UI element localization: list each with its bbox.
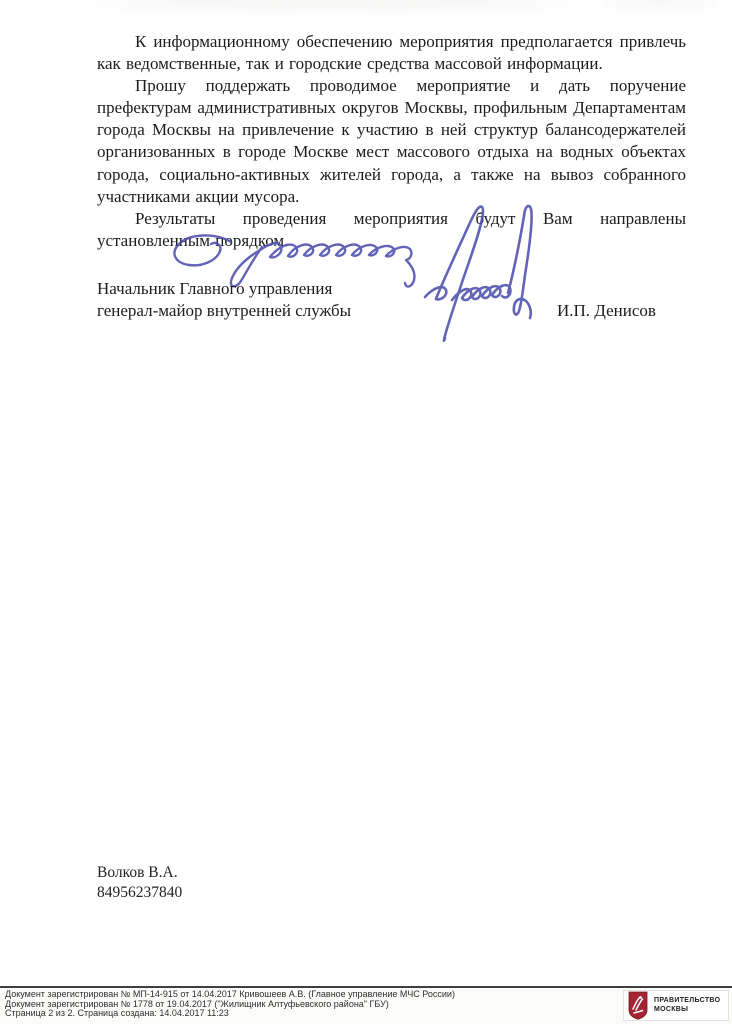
executor-phone: 84956237840	[97, 883, 183, 901]
executor-name: Волков В.А.	[97, 864, 178, 881]
registration-line-1: Документ зарегистрирован № МП-14-915 от 14.04.2017 Кривошеев А.В. (Главное управление МЧС России)	[5, 989, 455, 999]
scan-artifact	[90, 0, 570, 10]
letter-body	[97, 31, 686, 252]
paragraph-info-support: К информационному обеспечению мероприятия предполагается привлечь как ведомственные, так и городские средства массовой информации.	[97, 32, 686, 74]
registration-line-3: Страница 2 из 2. Страница создана: 14.04.2017 11:23	[5, 1008, 229, 1019]
signer-name: И.П. Денисов	[557, 301, 656, 320]
moscow-coat-of-arms-icon	[628, 991, 648, 1020]
signer-position-line2: генерал-майор внутренней службы	[97, 301, 352, 320]
paragraph-request: Прошу поддержать проводимое мероприятие и дать поручение префектурам административных округов Москвы, профильным Департаментам города Москвы на привлечение к участию в ней структур балансодержателей организованных в городе Москве мест массового отдыха на водных объектах города, социально-активных жителей города, а также на вывоз собранного участниками акции мусора.	[97, 76, 686, 206]
executor-block	[97, 863, 182, 902]
logo-org-line1: ПРАВИТЕЛЬСТВО	[654, 997, 721, 1004]
registration-footer	[0, 986, 732, 1024]
logo-text	[654, 997, 720, 1014]
registration-line-2: Документ зарегистрирован № 1778 от 19.04.2017 ("Жилищник Алтуфьевского района" ГБУ)	[5, 998, 389, 1009]
scan-artifact	[600, 0, 720, 8]
logo-org-line2: МОСКВЫ	[654, 1005, 689, 1013]
moscow-government-logo	[623, 990, 729, 1021]
paragraph-results: Результаты проведения мероприятия будут Вам направлены установленным порядком.	[97, 208, 686, 250]
signer-position-line1: Начальник Главного управления	[97, 279, 333, 298]
registration-lines	[5, 990, 455, 1019]
